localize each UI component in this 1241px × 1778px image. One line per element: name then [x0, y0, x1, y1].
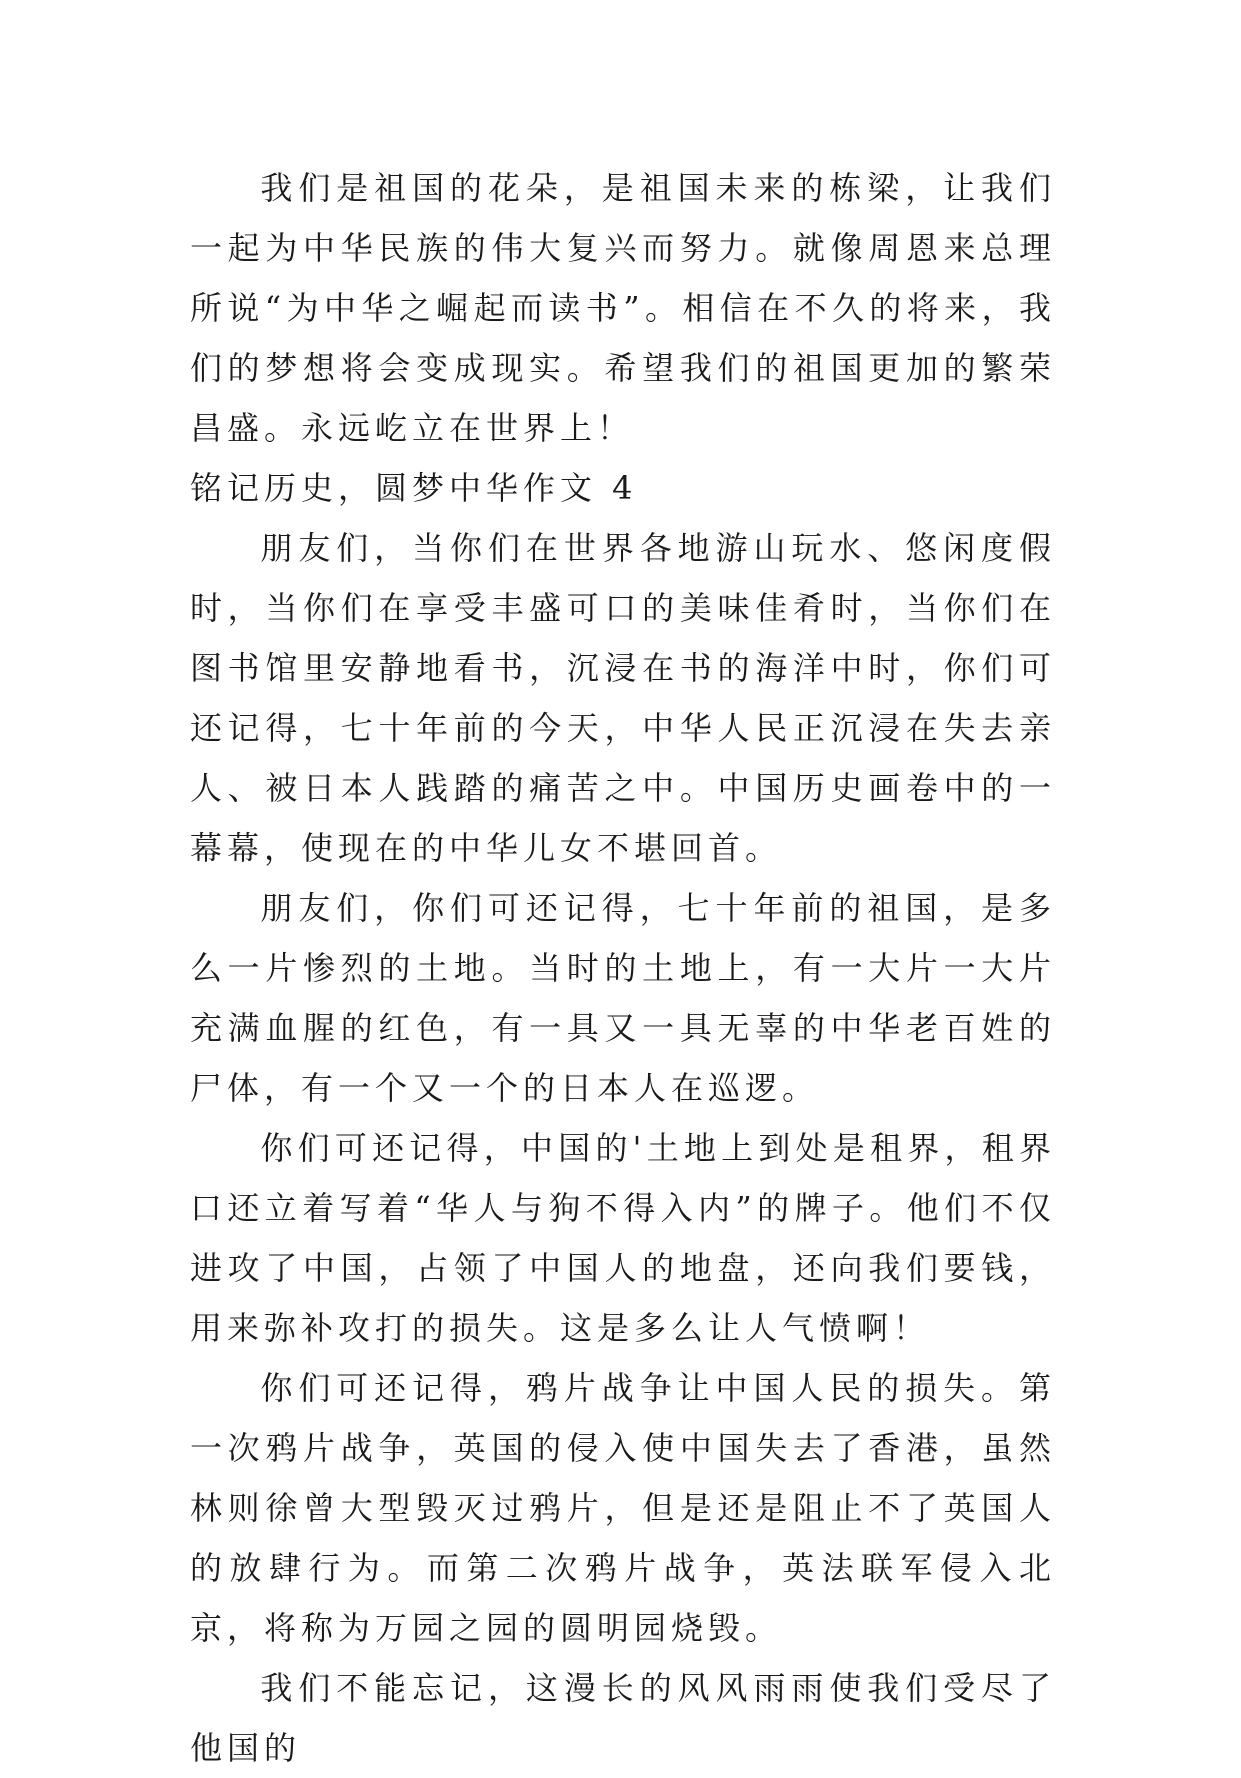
paragraph-6: 我们不能忘记，这漫长的风风雨雨使我们受尽了他国的 — [190, 1669, 1056, 1767]
section-heading: 铭记历史，圆梦中华作文 4 — [190, 469, 638, 507]
document-body — [190, 158, 1056, 1778]
paragraph-3: 朋友们，你们可还记得，七十年前的祖国，是多么一片惨烈的土地。当时的土地上，有一大片一大片充满血腥的红色，有一具又一具无辜的中华老百姓的尸体，有一个又一个的日本人在巡逻。 — [190, 889, 1056, 1107]
paragraph-4: 你们可还记得，中国的'土地上到处是租界，租界口还立着写着“华人与狗不得入内”的牌子。他们不仅进攻了中国，占领了中国人的地盘，还向我们要钱，用来弥补攻打的损失。这是多么让人气愤啊！ — [190, 1129, 1056, 1347]
paragraph-5: 你们可还记得，鸦片战争让中国人民的损失。第一次鸦片战争，英国的侵入使中国失去了香港，虽然林则徐曾大型毁灭过鸦片，但是还是阻止不了英国人的放肆行为。而第二次鸦片战争，英法联军侵入北京，将称为万园之园的圆明园烧毁。 — [190, 1369, 1056, 1647]
paragraph-2: 朋友们，当你们在世界各地游山玩水、悠闲度假时，当你们在享受丰盛可口的美味佳肴时，当你们在图书馆里安静地看书，沉浸在书的海洋中时，你们可还记得，七十年前的今天，中华人民正沉浸在失去亲人、被日本人践踏的痛苦之中。中国历史画卷中的一幕幕，使现在的中华儿女不堪回首。 — [190, 529, 1056, 867]
paragraph-1: 我们是祖国的花朵，是祖国未来的栋梁，让我们一起为中华民族的伟大复兴而努力。就像周恩来总理所说“为中华之崛起而读书”。相信在不久的将来，我们的梦想将会变成现实。希望我们的祖国更加的繁荣昌盛。永远屹立在世界上！ — [190, 169, 1056, 447]
